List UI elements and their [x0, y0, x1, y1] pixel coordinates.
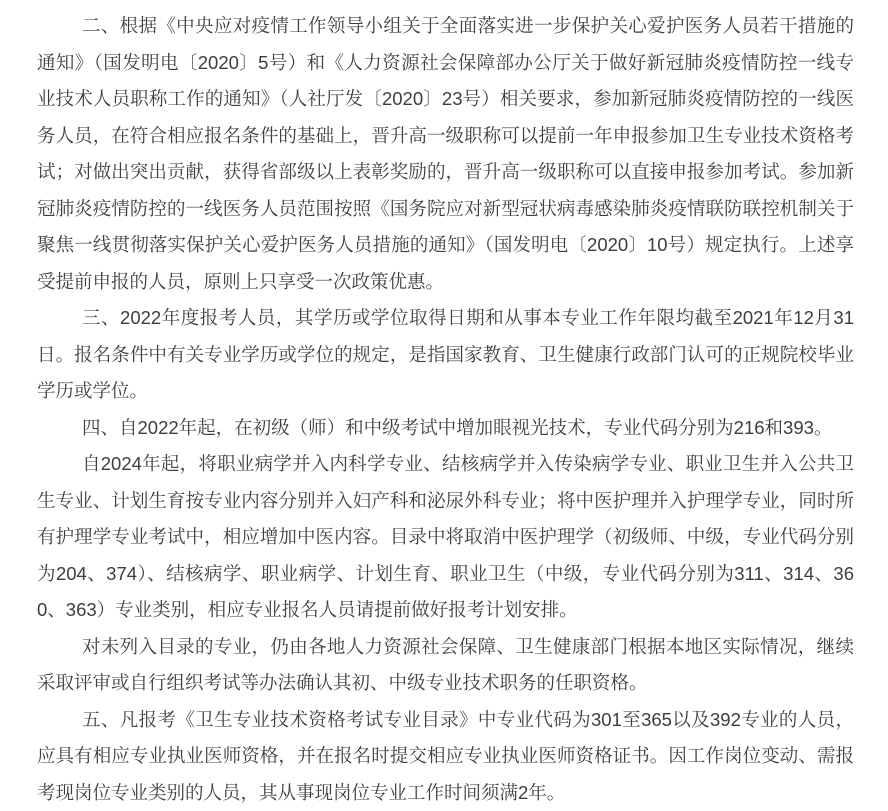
paragraph-item-2: 二、根据《中央应对疫情工作领导小组关于全面落实进一步保护关心爱护医务人员若干措施的通知》（国发明电〔2020〕5号）和《人力资源社会保障部办公厅关于做好新冠肺炎疫情防控一线专业技术人员职称工作的通知》（人社厅发〔2020〕23号）相关要求，参加新冠肺炎疫情防控的一线医务人员，在符合相应报名条件的基础上，晋升高一级职称可以提前一年申报参加卫生专业技术资格考试；对做出突出贡献，获得省部级以上表彰奖励的，晋升高一级职称可以直接申报参加考试。参加新冠肺炎疫情防控的一线医务人员范围按照《国务院应对新型冠状病毒感染肺炎疫情联防联控机制关于聚焦一线贯彻落实保护关心爱护医务人员措施的通知》（国发明电〔2020〕10号）规定执行。上述享受提前申报的人员，原则上只享受一次政策优惠。 [37, 8, 854, 300]
paragraph-unlisted-majors: 对未列入目录的专业，仍由各地人力资源社会保障、卫生健康部门根据本地区实际情况，继续采取评审或自行组织考试等办法确认其初、中级专业技术职务的任职资格。 [37, 629, 854, 702]
paragraph-item-3: 三、2022年度报考人员，其学历或学位取得日期和从事本专业工作年限均截至2021年12月31日。报名条件中有关专业学历或学位的规定，是指国家教育、卫生健康行政部门认可的正规院校毕业学历或学位。 [37, 300, 854, 410]
paragraph-item-4-continued: 自2024年起，将职业病学并入内科学专业、结核病学并入传染病学专业、职业卫生并入公共卫生专业、计划生育按专业内容分别并入妇产科和泌尿外科专业；将中医护理并入护理学专业，同时所有护理学专业考试中，相应增加中医内容。目录中将取消中医护理学（初级师、中级，专业代码分别为204、374）、结核病学、职业病学、计划生育、职业卫生（中级，专业代码分别为311、314、360、363）专业类别，相应专业报名人员请提前做好报考计划安排。 [37, 446, 854, 629]
paragraph-item-5: 五、凡报考《卫生专业技术资格考试专业目录》中专业代码为301至365以及392专业的人员，应具有相应专业执业医师资格，并在报名时提交相应专业执业医师资格证书。因工作岗位变动、需报考现岗位专业类别的人员，其从事现岗位专业工作时间须满2年。 [37, 702, 854, 811]
paragraph-item-4: 四、自2022年起，在初级（师）和中级考试中增加眼视光技术，专业代码分别为216和393。 [37, 410, 854, 447]
